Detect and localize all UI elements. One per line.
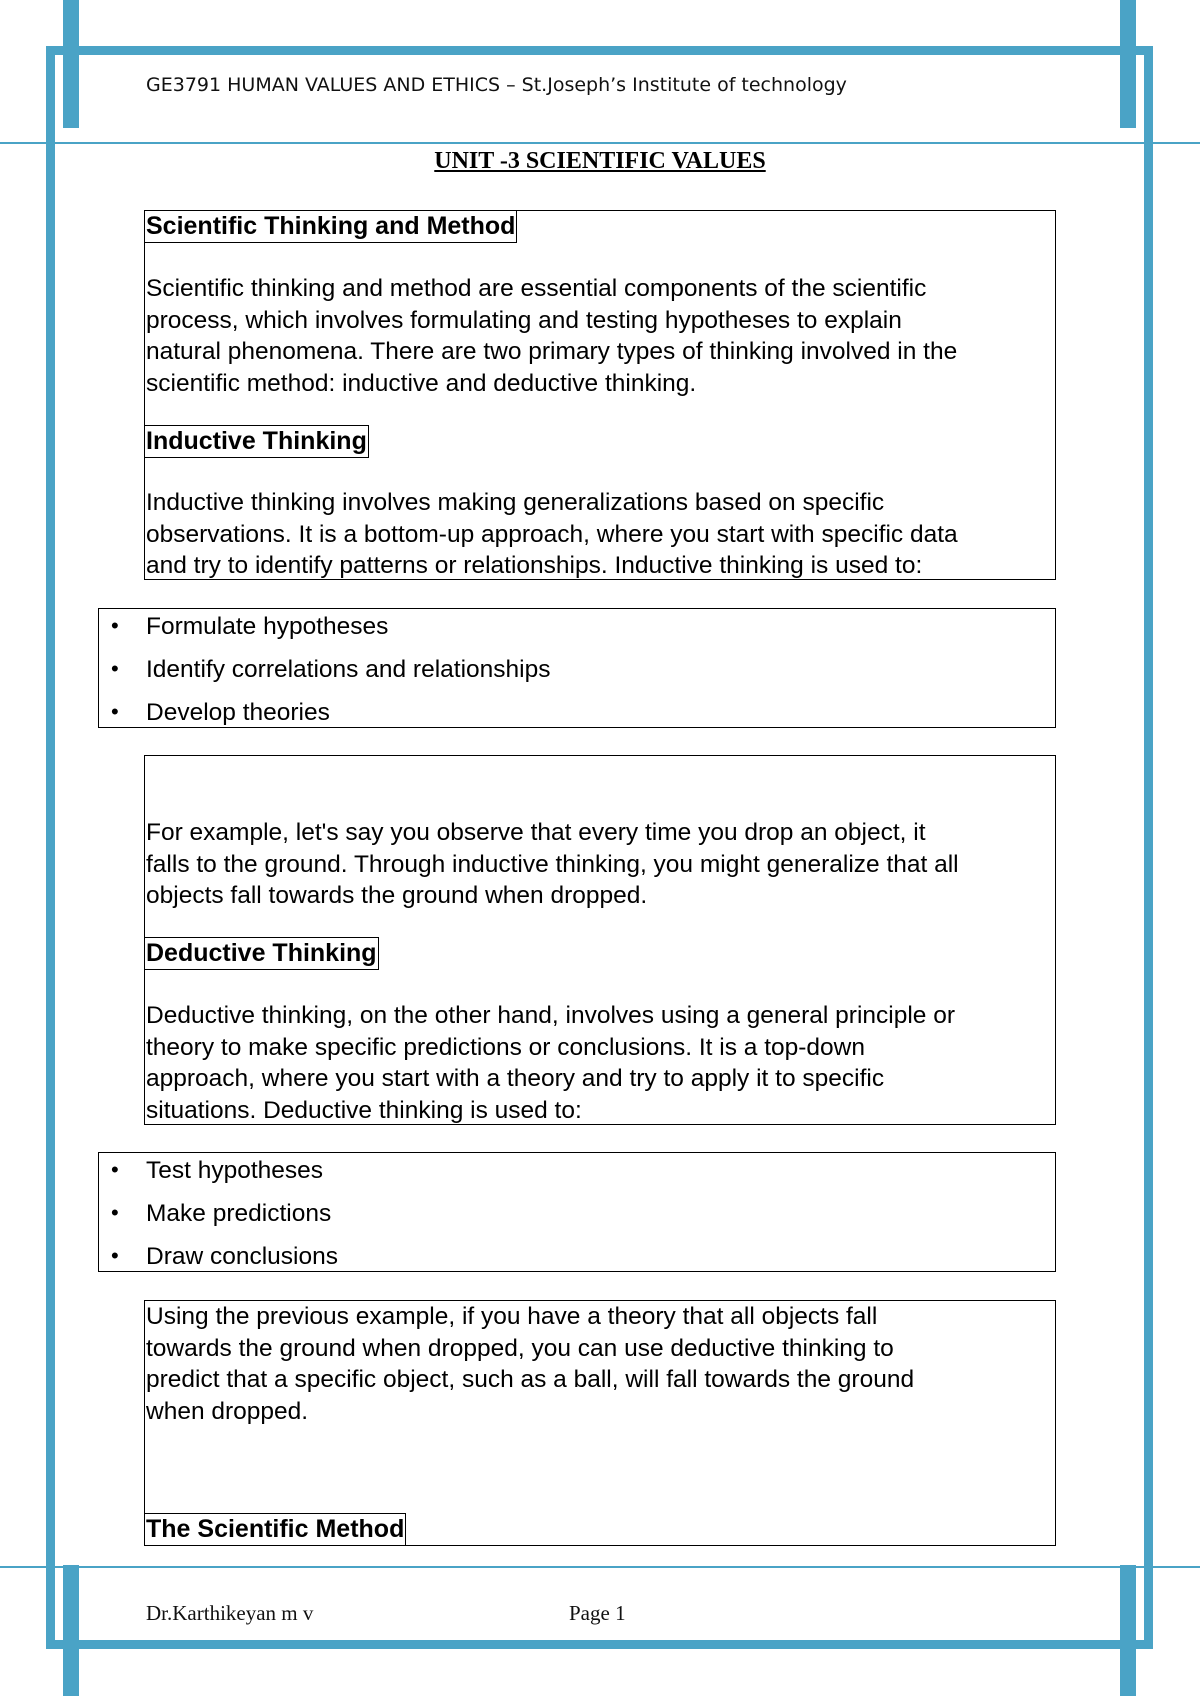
text-line: when dropped.	[146, 1397, 309, 1425]
paragraph-inductive-thinking	[146, 487, 1046, 582]
text-line: approach, where you start with a theory and try to apply it to specific	[146, 1065, 885, 1092]
paragraph-deductive-example	[146, 1301, 1046, 1427]
bullet-icon: •	[111, 1200, 119, 1225]
text-line: process, which involves formulating and testing hypotheses to explain	[146, 306, 902, 334]
heading-inductive-thinking: Inductive Thinking	[144, 425, 369, 458]
list-item: • Formulate hypotheses	[111, 613, 389, 640]
paragraph-deductive-thinking	[146, 1000, 1046, 1126]
text-line: predict that a specific object, such as a ball, will fall towards the ground	[146, 1366, 915, 1393]
paragraph-scientific-thinking	[146, 273, 1046, 399]
text-line: scientific method: inductive and deductive thinking.	[146, 369, 697, 397]
text-line: For example, let's say you observe that every time you drop an object, it	[146, 819, 926, 846]
bullet-icon: •	[111, 656, 119, 681]
text-line: natural phenomena. There are two primary types of thinking involved in the	[146, 338, 958, 365]
text-line: and try to identify patterns or relationships. Inductive thinking is used to:	[146, 552, 923, 579]
border-top	[46, 46, 1153, 55]
border-bottom	[46, 1640, 1153, 1649]
corner-bar-bottom-left	[63, 1565, 79, 1696]
border-left	[46, 50, 55, 1646]
text-line: towards the ground when dropped, you can use deductive thinking to	[146, 1334, 894, 1362]
bullet-icon: •	[111, 1157, 119, 1182]
text-line: objects fall towards the ground when dropped.	[146, 882, 648, 909]
text-line: Using the previous example, if you have a theory that all objects fall	[146, 1303, 878, 1330]
footer-author: Dr.Karthikeyan m v	[146, 1601, 314, 1625]
text-line: theory to make specific predictions or conclusions. It is a top-down	[146, 1033, 866, 1061]
paragraph-inductive-example	[146, 817, 1046, 912]
list-item: • Make predictions	[111, 1200, 332, 1227]
text-line: Deductive thinking, on the other hand, involves using a general principle or	[146, 1002, 956, 1029]
header-rule	[0, 142, 1200, 144]
heading-scientific-method: The Scientific Method	[144, 1513, 406, 1546]
list-item: • Identify correlations and relationships	[111, 656, 551, 683]
border-right	[1144, 50, 1153, 1646]
list-item: • Draw conclusions	[111, 1243, 338, 1270]
corner-bar-bottom-right	[1120, 1565, 1136, 1696]
text-line: Inductive thinking involves making generalizations based on specific	[146, 489, 885, 516]
text-line: falls to the ground. Through inductive thinking, you might generalize that all	[146, 850, 959, 878]
corner-bar-top-right	[1120, 0, 1136, 128]
heading-scientific-thinking: Scientific Thinking and Method	[144, 210, 517, 243]
bullet-icon: •	[111, 1243, 119, 1268]
text-line: Scientific thinking and method are essential components of the scientific	[146, 275, 927, 302]
text-line: observations. It is a bottom-up approach, where you start with specific data	[146, 520, 958, 548]
corner-bar-top-left	[63, 0, 79, 128]
bullet-icon: •	[111, 613, 119, 638]
text-line: situations. Deductive thinking is used to:	[146, 1096, 582, 1124]
footer-page-number: Page 1	[569, 1601, 626, 1625]
list-item: • Test hypotheses	[111, 1157, 324, 1184]
unit-title: UNIT -3 SCIENTIFIC VALUES	[434, 148, 766, 174]
footer-rule	[0, 1566, 1200, 1568]
heading-deductive-thinking: Deductive Thinking	[144, 937, 379, 970]
page-header: GE3791 HUMAN VALUES AND ETHICS – St.Joseph’s Institute of technology	[146, 74, 847, 96]
bullet-icon: •	[111, 699, 119, 724]
list-item: • Develop theories	[111, 699, 330, 726]
